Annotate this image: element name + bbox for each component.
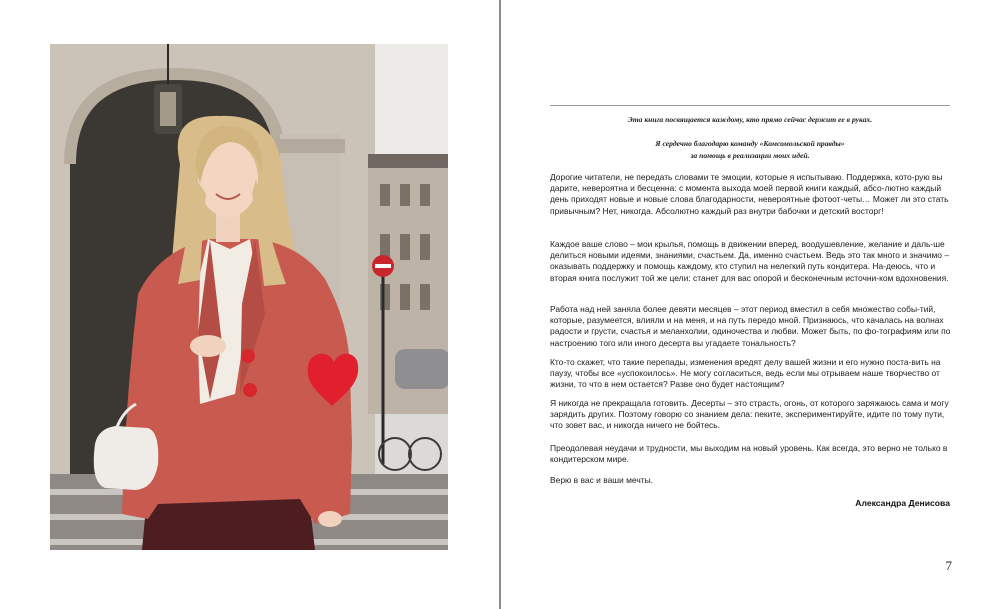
paragraph: Каждое ваше слово – мои крылья, помощь в движении вперед, воодушевление, желание и даль-ше делиться новыми идеями, знаниями, счастьем. Да, именно счастьем. Ведь это так много и значимо – оказывать поддержку и помощь каждому, кто ступил на нелегкий путь кондитера. На-деюсь, что и вторая книга послужит той же цели: станет для вас опорой и бесконечным источни-ком вдохновения. bbox=[550, 239, 950, 283]
paragraph: Верю в вас и ваши мечты. bbox=[550, 475, 654, 485]
author-signature: Александра Денисова bbox=[855, 498, 950, 508]
paragraph: Преодолевая неудачи и трудности, мы выходим на новый уровень. Как всегда, это верно не только в кондитерском мире. bbox=[550, 443, 948, 465]
acknowledgement-line: Я сердечно благодарю команду «Комсомольской правды» bbox=[655, 139, 845, 148]
top-rule bbox=[550, 105, 950, 106]
page-number: 7 bbox=[945, 558, 952, 573]
left-page bbox=[0, 0, 499, 609]
right-page bbox=[501, 0, 1000, 609]
paragraph: Кто-то скажет, что такие перепады, изменения вредят делу вашей жизни и его нужно поста-вить на паузу, чтобы все «успокоилось». Не могу согласиться, ведь если мы отрываем наше творчество от жизни, то что в нем остается? Разве оно будет настоящим? bbox=[550, 357, 941, 390]
dedication-line: Эта книга посвящается каждому, кто прямо сейчас держит ее в руках. bbox=[627, 115, 873, 124]
acknowledgement-line: за помощь в реализации моих идей. bbox=[690, 151, 810, 160]
paragraph: Работа над ней заняла более девяти месяцев – этот период вместил в себя множество собы-тий, которые, разумеется, влияли и на меня, и на путь передо мной. Признаюсь, что качалась на волнах радости и грусти, счастья и меланхолии, одиночества и любви. Может быть, по фо-тографиям или по настроению того или иного десерта вы угадаете тональность? bbox=[550, 304, 951, 348]
paragraph: Дорогие читатели, не передать словами те эмоции, которые я испытываю. Поддержка, кото-рую вы дарите, невероятна и бесценна: с момента выхода моей первой книги каждый, абсо-лютно каждый день приходят новые и новые слова благодарности, невероятные фотоот-четы… Может ли это стать привычным? Нет, никогда. Абсолютно каждый раз внутри бабочки и детский восторг! bbox=[550, 172, 949, 216]
paragraph: Я никогда не прекращала готовить. Десерты – это страсть, огонь, от которого заряжаюсь сама и могу зарядить других. Поэтому говорю со знанием дела: пеките, экспериментируйте, идите по тому пути, что зовет вас, и никогда ничего не бойтесь. bbox=[550, 398, 949, 431]
portrait-photo bbox=[50, 44, 448, 550]
